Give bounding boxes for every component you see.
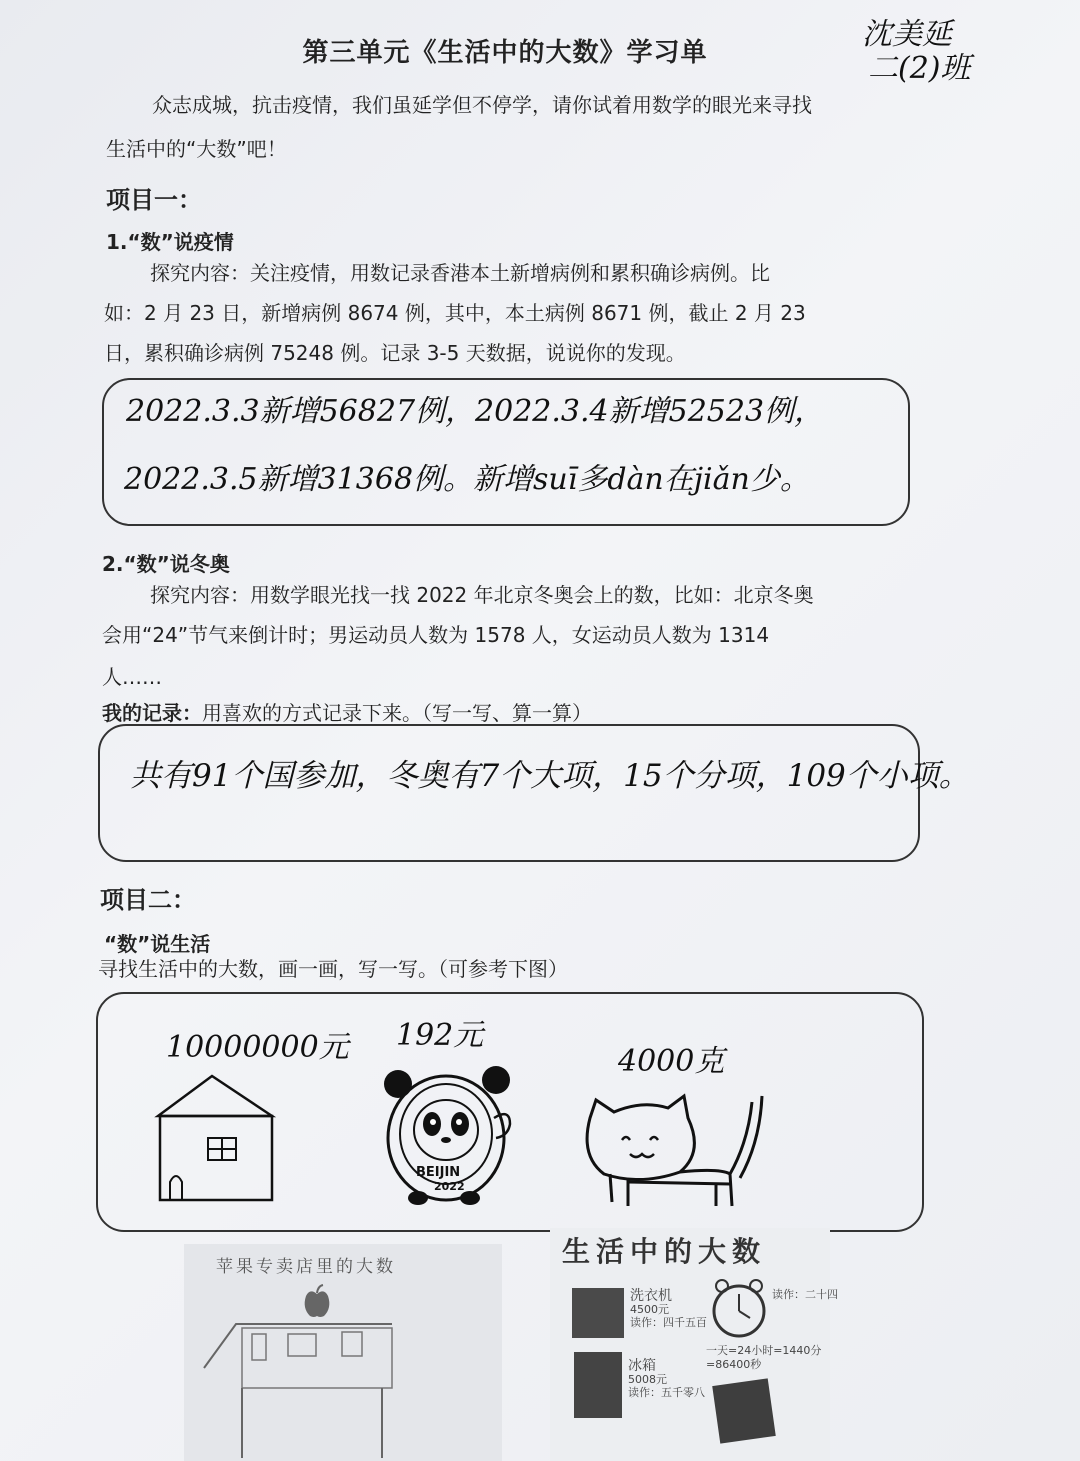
q2-line-3: 人…… xyxy=(102,665,162,689)
project1-heading: 项目一： xyxy=(106,186,202,214)
intro-line-2: 生活中的“大数”吧！ xyxy=(106,137,287,161)
q1-answer-line-1: 2022.3.3新增56827例，2022.3.4新增52523例， xyxy=(126,394,825,429)
student-class: 二(2)班 xyxy=(868,51,971,86)
washer-read: 读作：四千五百 xyxy=(630,1316,707,1329)
q2-line-1: 探究内容：用数学眼光找一找 2022 年北京冬奥会上的数，比如：北京冬奥 xyxy=(150,583,814,607)
q1-line-3: 日，累积确诊病例 75248 例。记录 3-5 天数据，说说你的发现。 xyxy=(104,341,686,365)
panda-text-2: 2022 xyxy=(434,1180,465,1193)
life-poster-title: 生活中的大数 xyxy=(562,1235,767,1268)
fridge-price: 5008元 xyxy=(628,1373,667,1386)
q2-line-2: 会用“24”节气来倒计时；男运动员人数为 1578 人，女运动员人数为 1314 xyxy=(102,623,770,647)
q1-line-2: 如：2 月 23 日，新增病例 8674 例，其中，本土病例 8671 例，截止 2 月 23 xyxy=(104,301,806,325)
student-signature xyxy=(862,18,971,86)
clock-note: 一天=24小时=1440分 xyxy=(706,1344,822,1357)
student-name: 沈美延 xyxy=(862,17,952,52)
project2-heading: 项目二： xyxy=(100,886,196,914)
project2-instruction: 寻找生活中的大数，画一画，写一写。（可参考下图） xyxy=(98,957,568,981)
q1-line-1: 探究内容：关注疫情，用数记录香港本土新增病例和累积确诊病例。比 xyxy=(150,261,770,285)
fridge-info xyxy=(628,1360,705,1399)
clock-note-2: =86400秒 xyxy=(706,1358,762,1371)
intro-line-1: 众志成城，抗击疫情，我们虽延学但不停学，请你试着用数学的眼光来寻找 xyxy=(152,93,812,117)
fridge-read: 读作：五千零八 xyxy=(628,1386,705,1399)
apple-store-sketch xyxy=(196,1318,396,1461)
cat-drawing xyxy=(580,1082,770,1222)
fridge-label: 冰箱 xyxy=(628,1358,656,1374)
book-icon xyxy=(712,1378,776,1443)
fridge-icon xyxy=(574,1352,622,1418)
washer-label: 洗衣机 xyxy=(630,1288,672,1304)
page-title: 第三单元《生活中的大数》学习单 xyxy=(302,38,708,68)
house-price: 10000000元 xyxy=(166,1030,349,1065)
washer-icon xyxy=(572,1288,624,1338)
apple-poster-title: 苹果专卖店里的大数 xyxy=(216,1257,396,1277)
q2-record-label: 我的记录： xyxy=(102,701,202,725)
q1-title: 1.“数”说疫情 xyxy=(106,230,234,254)
project2-title: “数”说生活 xyxy=(104,932,211,956)
q2-record-hint: 用喜欢的方式记录下来。（写一写、算一算） xyxy=(202,701,592,725)
house-drawing xyxy=(150,1070,280,1206)
q2-title: 2.“数”说冬奥 xyxy=(102,552,230,576)
washer-info xyxy=(630,1290,707,1329)
panda-text-1: BEIJIN xyxy=(416,1165,461,1180)
panda-drawing xyxy=(378,1058,528,1208)
apple-logo-icon xyxy=(302,1284,332,1318)
panda-price: 192元 xyxy=(396,1018,484,1053)
clock-read: 读作：二十四 xyxy=(772,1288,838,1301)
clock-icon xyxy=(708,1278,770,1340)
cat-weight: 4000克 xyxy=(618,1044,725,1079)
q1-answer-line-2: 2022.3.5新增31368例。新增suī多dàn在jiǎn少。 xyxy=(124,462,810,497)
q2-answer: 共有91个国参加，冬奥有7个大项，15个分项，109个小项。 xyxy=(130,758,970,794)
washer-price: 4500元 xyxy=(630,1303,669,1316)
